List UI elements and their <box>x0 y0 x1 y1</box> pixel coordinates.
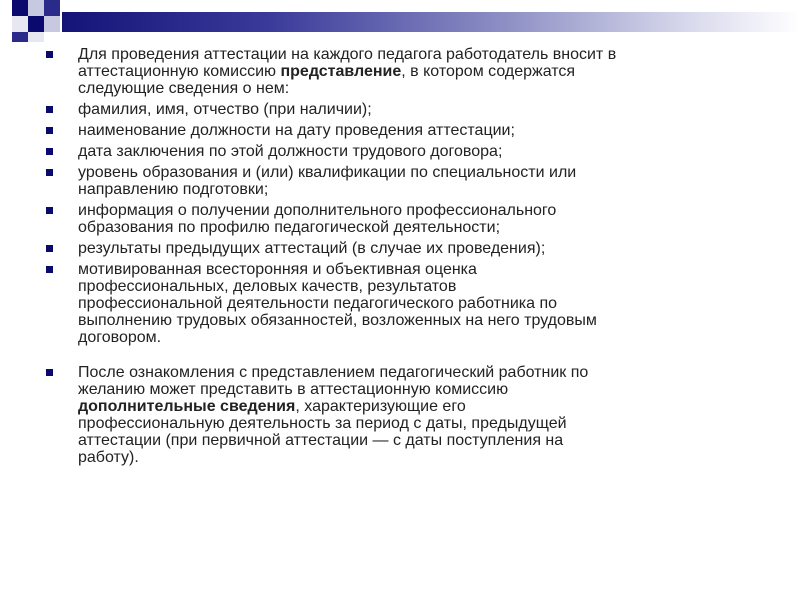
bullet-text-line: договором. <box>78 329 162 346</box>
bullet-square-icon <box>46 148 53 155</box>
bullet-text-line: мотивированная всесторонняя и объективная оценка <box>78 261 477 278</box>
bullet-text-line: аттестации (при первичной аттестации — с даты поступления на <box>78 432 564 449</box>
bullet-square-icon <box>46 369 53 376</box>
bullet-text-line: профессиональной деятельности педагогического работника по <box>78 295 558 312</box>
deco-square <box>44 0 60 16</box>
bullet-item <box>40 202 770 236</box>
bullet-text-line: выполнению трудовых обязанностей, возложенных на него трудовым <box>78 312 597 329</box>
bullet-text-line: После ознакомления с представлением педагогический работник по <box>78 364 589 381</box>
deco-square <box>28 32 44 42</box>
text-segment: , характеризующие его <box>295 398 466 415</box>
bullet-text-line: наименование должности на дату проведения аттестации; <box>78 122 515 139</box>
bullet-item <box>40 122 770 139</box>
deco-square <box>12 16 28 32</box>
bullet-text-line: фамилия, имя, отчество (при наличии); <box>78 101 372 118</box>
bullet-text-line: направлению подготовки; <box>78 181 269 198</box>
bullet-text-line: профессиональную деятельность за период с даты, предыдущей <box>78 415 567 432</box>
bullet-text-line: информация о получении дополнительного профессионального <box>78 202 557 219</box>
bold-term: дополнительные сведения <box>78 398 296 415</box>
bullet-text-line: Для проведения аттестации на каждого педагога работодатель вносит в <box>78 46 617 63</box>
bullet-square-icon <box>46 266 53 273</box>
bullet-square-icon <box>46 127 53 134</box>
bullet-square-icon <box>46 169 53 176</box>
bullet-item <box>40 164 770 198</box>
bullet-square-icon <box>46 245 53 252</box>
bullet-square-icon <box>46 51 53 58</box>
bullet-text-line: результаты предыдущих аттестаций (в случае их проведения); <box>78 240 546 257</box>
bullet-text-line: желанию может представить в аттестационную комиссию <box>78 381 509 398</box>
bullet-square-icon <box>46 207 53 214</box>
deco-square <box>28 0 44 16</box>
bullet-item <box>40 101 770 118</box>
deco-square <box>12 32 28 42</box>
bullet-square-icon <box>46 106 53 113</box>
deco-square <box>44 16 60 32</box>
bold-term: представление <box>280 63 402 80</box>
header-gradient-bar <box>62 12 800 32</box>
header-decoration <box>0 0 800 44</box>
bullet-list <box>40 46 770 466</box>
deco-square <box>28 16 44 32</box>
bullet-text-line: уровень образования и (или) квалификации по специальности или <box>78 164 577 181</box>
bullet-text-line: дата заключения по этой должности трудового договора; <box>78 143 503 160</box>
deco-square <box>12 0 28 16</box>
bullet-text-line: профессиональных, деловых качеств, результатов <box>78 278 457 295</box>
bullet-item <box>40 240 770 257</box>
bullet-text-line: образования по профилю педагогической деятельности; <box>78 219 501 236</box>
bullet-item <box>40 143 770 160</box>
text-segment: аттестационную комиссию <box>78 63 281 80</box>
slide-body <box>40 46 770 470</box>
bullet-text-line: следующие сведения о нем: <box>78 80 290 97</box>
bullet-text-line: работу). <box>78 449 139 466</box>
bullet-item <box>40 261 770 346</box>
bullet-text-line <box>78 63 770 80</box>
bullet-text-line <box>78 398 770 415</box>
text-segment: , в котором содержатся <box>401 63 576 80</box>
bullet-item <box>40 46 770 97</box>
bullet-item <box>40 364 770 466</box>
